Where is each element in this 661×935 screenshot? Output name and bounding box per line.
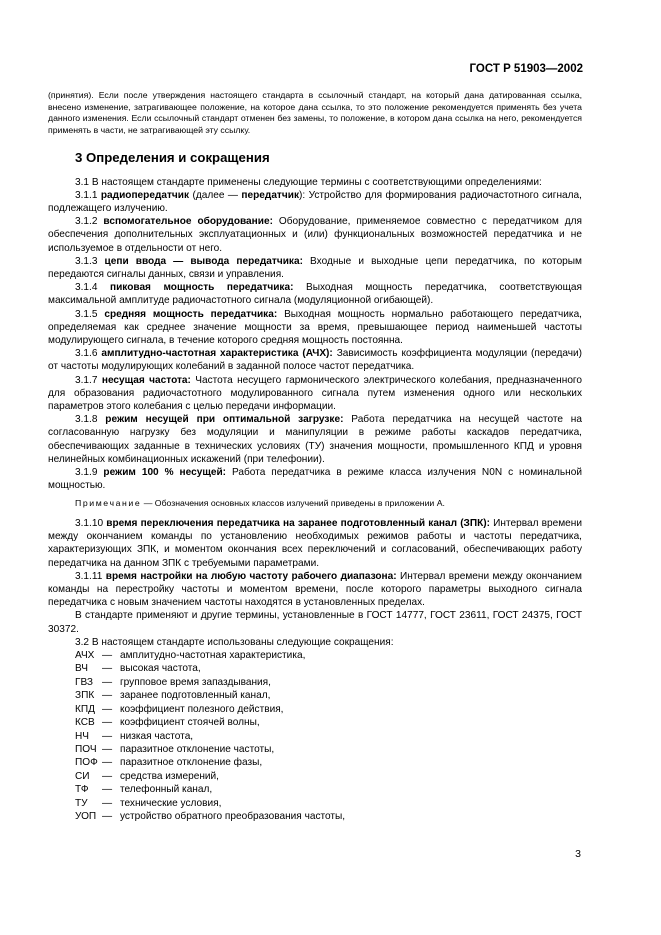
term-name: режим 100 % несущей: — [103, 467, 227, 479]
term-3-1-9 — [48, 466, 582, 492]
term-definition: ): Устройство для формирования радиочастотного сигнала, подлежащего излучению. — [48, 189, 582, 214]
abbreviation-code: ВЧ — [75, 663, 89, 675]
term-3-1-2 — [48, 215, 582, 255]
term-name: средняя мощность передатчика: — [104, 308, 278, 320]
term-number: 3.1.11 — [75, 570, 103, 582]
abbreviation-meaning: высокая частота, — [120, 663, 201, 675]
list-item — [75, 649, 582, 662]
abbreviation-code: ТУ — [75, 797, 88, 809]
list-item — [75, 689, 582, 702]
abbreviation-dash: — — [102, 784, 113, 796]
term-definition: Оборудование, применяемое совместно с передатчиком для обеспечения дополнительных эксплуатационных и (или) функциональных возможностей передатчика и не используемое в отдельности от него. — [48, 216, 582, 254]
term-number: 3.1.9 — [75, 467, 98, 479]
abbreviation-code: КСВ — [75, 717, 95, 729]
term-number: 3.1.10 — [75, 518, 104, 530]
term-definition: Частота несущего гармонического электрического колебания, предназначенного для образования радиочастотного модулированного сигнала путем изменения одного или нескольких параметров этого колебания с целью передачи информации. — [48, 374, 583, 413]
abbreviation-code: СИ — [75, 770, 90, 782]
page-content — [48, 90, 582, 823]
term-3-1-7 — [48, 374, 582, 414]
note — [48, 498, 582, 510]
abbreviation-code: ЗПК — [75, 690, 95, 702]
term-name: амплитудно-частотная характеристика (АЧХ): — [101, 348, 333, 360]
list-item — [75, 676, 582, 689]
term-name: радиопередатчик — [100, 189, 190, 201]
list-item — [75, 662, 582, 675]
list-item — [75, 730, 582, 743]
term-number: 3.1.5 — [75, 308, 98, 320]
term-name: время переключения передатчика на заранее подготовленный канал (ЗПК): — [106, 518, 491, 530]
term-3-1-4 — [48, 281, 582, 307]
term-3-1-1 — [48, 189, 582, 215]
term-aside: (далее — — [189, 189, 242, 201]
term-3-1-6 — [48, 347, 582, 373]
list-item — [75, 756, 582, 769]
list-item — [75, 770, 582, 783]
list-item — [75, 783, 582, 796]
abbreviation-meaning: паразитное отклонение частоты, — [120, 743, 275, 755]
abbreviation-dash: — — [102, 797, 113, 809]
term-name: режим несущей при оптимальной загрузке: — [105, 414, 344, 426]
term-name: время настройки на любую частоту рабочего диапазона: — [105, 570, 397, 582]
abbreviation-dash: — — [102, 810, 113, 822]
abbreviation-dash: — — [102, 703, 113, 715]
paragraph-3-2: 3.2 В настоящем стандарте использованы следующие сокращения: — [75, 636, 394, 648]
abbreviation-meaning: заранее подготовленный канал, — [120, 690, 271, 702]
abbreviation-code: УОП — [75, 810, 97, 822]
term-3-1-3 — [48, 255, 582, 281]
term-definition: Входные и выходные цепи передатчика, по которым передаются сигналы данных, связи и управления. — [48, 255, 582, 280]
abbreviation-meaning: коэффициент полезного действия, — [120, 703, 284, 715]
abbreviation-meaning: низкая частота, — [120, 730, 194, 742]
abbreviation-code: ПОЧ — [75, 743, 97, 755]
term-number: 3.1.3 — [75, 255, 98, 267]
abbreviation-dash: — — [102, 730, 113, 742]
term-definition: Выходная мощность передатчика, соответствующая максимальной амплитуде радиочастотного сигнала (модуляционной огибающей). — [48, 282, 582, 307]
abbreviation-meaning: амплитудно-частотная характеристика, — [120, 650, 306, 662]
abbreviation-code: АЧХ — [75, 650, 95, 662]
term-name: пиковая мощность передатчика: — [109, 282, 294, 294]
term-definition: Работа передатчика в режиме класса излучения N0N с номинальной мощностью. — [48, 467, 582, 492]
term-definition: Выходная мощность нормально работающего передатчика, определяемая как среднее значение мощности за время, превышающее период наименьшей частоты модулирующего сигнала, в течение которого средняя мощность постоянна. — [48, 308, 582, 347]
list-item — [75, 810, 582, 823]
term-number: 3.1.8 — [75, 414, 98, 426]
term-definition: Работа передатчика на несущей частоте на согласованную нагрузку без модуляции и манипуляции в режиме работы каскадов передатчика, обеспечивающих заданные в технических условиях (ТУ) значения мощности, промышленного КПД и уровня нелинейных комбинационных искажений (при телефонии). — [48, 414, 582, 465]
standard-designation: ГОСТ Р 51903—2002 — [469, 63, 583, 75]
abbreviation-meaning: групповое время запаздывания, — [120, 676, 271, 688]
abbreviation-code: НЧ — [75, 730, 90, 742]
abbreviation-code: ПОФ — [75, 757, 98, 769]
abbreviation-dash: — — [102, 743, 113, 755]
term-name: несущая частота: — [101, 374, 191, 386]
term-number: 3.1.4 — [75, 282, 98, 294]
list-item — [75, 743, 582, 756]
term-3-1-10 — [48, 517, 582, 570]
abbreviation-dash: — — [102, 650, 113, 662]
abbreviation-meaning: телефонный канал, — [120, 784, 213, 796]
term-3-1-8 — [48, 413, 582, 466]
list-item — [75, 703, 582, 716]
term-number: 3.1.1 — [75, 189, 98, 201]
abbreviation-dash: — — [102, 663, 113, 675]
abbreviation-dash: — — [102, 770, 113, 782]
term-definition: Интервал времени между окончанием команды по установлению необходимых режимов работы и частоты передатчика, характеризующих ЗПК, и моментом окончания всех переключений и согласований, обеспечивающих работу передатчика на данном ЗПК с требуемыми параметрами. — [48, 518, 582, 569]
term-definition: Интервал времени между окончанием команды на перестройку частоты и моментом времени, после которого параметры выходного сигнала передатчика с новым значением частоты находятся в установленных пределах. — [48, 570, 582, 609]
term-3-1-11 — [48, 570, 582, 610]
list-item — [75, 797, 582, 810]
abbreviation-dash: — — [102, 717, 113, 729]
abbreviation-dash: — — [102, 690, 113, 702]
abbreviation-meaning: средства измерений, — [120, 770, 219, 782]
abbreviation-meaning: коэффициент стоячей волны, — [120, 717, 260, 729]
abbreviation-code: ТФ — [75, 784, 89, 796]
term-3-1-5 — [48, 308, 582, 348]
abbreviation-dash: — — [102, 676, 113, 688]
abbreviation-meaning: устройство обратного преобразования частоты, — [120, 810, 346, 822]
term-name: цепи ввода — вывода передатчика: — [104, 255, 303, 267]
term-number: 3.1.6 — [75, 348, 98, 360]
term-name: вспомогательное оборудование: — [103, 216, 273, 228]
abbreviation-meaning: технические условия, — [120, 797, 222, 809]
paragraph-3-1: 3.1 В настоящем стандарте применены следующие термины с соответствующими определениями: — [75, 176, 542, 188]
abbreviation-dash: — — [102, 757, 113, 769]
term-number: 3.1.2 — [75, 216, 98, 228]
abbreviation-meaning: паразитное отклонение фазы, — [120, 757, 263, 769]
other-terms-paragraph: В стандарте применяют и другие термины, установленные в ГОСТ 14777, ГОСТ 23611, ГОСТ 24375, ГОСТ 30372. — [48, 610, 582, 635]
abbreviation-code: ГВЗ — [75, 676, 93, 688]
page-number: 3 — [575, 848, 581, 860]
term-definition: Зависимость коэффициента модуляции (передачи) от частоты модулирующих колебаний в заданной полосе частот передатчика. — [48, 348, 583, 373]
section-title: 3 Определения и сокращения — [75, 150, 270, 166]
abbreviation-list — [75, 649, 582, 823]
note-text: — Обозначения основных классов излучений приведены в приложении А. — [141, 498, 445, 509]
intro-paragraph: (принятия). Если после утверждения настоящего стандарта в ссылочный стандарт, на который дана датированная ссылка, внесено изменение, затрагивающее положение, на которое дана ссылка, то это положение рекомендуется применять без учета данного изменения. Если ссылочный стандарт отменен без замены, то положение, в котором дана ссылка на него, рекомендуется применять в части, не затрагивающей эту ссылку. — [48, 90, 582, 135]
abbreviation-code: КПД — [75, 703, 95, 715]
list-item — [75, 716, 582, 729]
term-short-name: передатчик — [241, 189, 299, 201]
note-label: Примечание — [75, 498, 142, 509]
term-number: 3.1.7 — [75, 374, 98, 386]
